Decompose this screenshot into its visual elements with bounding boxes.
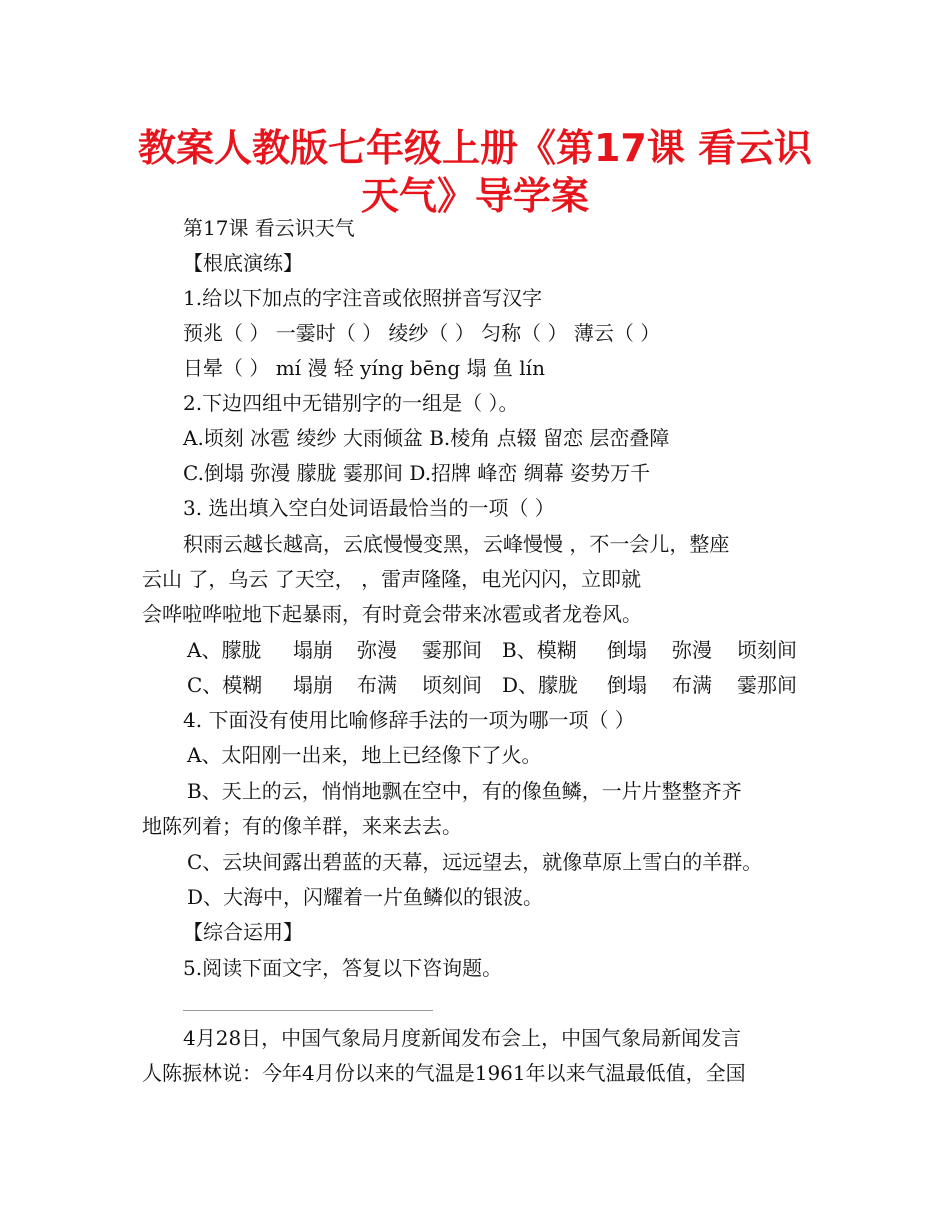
divider-line xyxy=(183,1010,433,1011)
option-cell: 倒塌 xyxy=(607,673,647,697)
document-title-line-1: 教案人教版七年级上册《第17课 看云识 xyxy=(137,126,813,170)
option-cell: 布满 xyxy=(357,673,397,697)
question-3-prompt: 3. 选出填入空白处词语最恰当的一项（ ） xyxy=(183,496,555,520)
option-cell: 弥漫 xyxy=(672,638,712,662)
option-cell: C、模糊 xyxy=(187,673,263,697)
question-4-option-c: C、云块间露出碧蓝的天幕，远远望去，就像草原上雪白的羊群。 xyxy=(187,850,763,874)
question-3-passage-line-2: 云山 了，乌云 了天空， ，雷声隆隆，电光闪闪，立即就 xyxy=(142,567,642,591)
question-4-option-b-line-2: 地陈列着；有的像羊群，来来去去。 xyxy=(142,814,462,838)
option-cell: 霎那间 xyxy=(422,638,482,662)
section-basic-heading: 【根底演练】 xyxy=(183,251,303,275)
question-2-options-row-1: A.顷刻 冰雹 绫纱 大雨倾盆 B.棱角 点辍 留恋 层峦叠障 xyxy=(183,426,670,450)
question-5-passage-line-1: 4月28日，中国气象局月度新闻发布会上，中国气象局新闻发言 xyxy=(183,1026,742,1050)
question-1-prompt: 1.给以下加点的字注音或依照拼音写汉字 xyxy=(183,286,543,310)
option-cell: 布满 xyxy=(672,673,712,697)
lesson-heading: 第17课 看云识天气 xyxy=(183,216,355,240)
question-2-prompt: 2.下边四组中无错别字的一组是（ ）。 xyxy=(183,391,519,415)
question-1-row-1: 预兆（ ） 一霎时（ ） 绫纱（ ） 匀称（ ） 薄云（ ） xyxy=(183,321,661,345)
option-cell: 霎那间 xyxy=(737,673,797,697)
question-4-prompt: 4. 下面没有使用比喻修辞手法的一项为哪一项（ ） xyxy=(183,708,635,732)
question-2-options-row-2: C.倒塌 弥漫 朦胧 霎那间 D.招牌 峰峦 绸幕 姿势万千 xyxy=(183,461,651,485)
option-cell: 顷刻间 xyxy=(737,638,797,662)
question-4-option-b-line-1: B、天上的云，悄悄地飘在空中，有的像鱼鳞，一片片整整齐齐 xyxy=(187,779,742,803)
question-4-option-d: D、大海中，闪耀着一片鱼鳞似的银波。 xyxy=(187,885,544,909)
section-apply-heading: 【综合运用】 xyxy=(183,920,303,944)
question-3-passage-line-1: 积雨云越长越高，云底慢慢变黑，云峰慢慢 ，不一会儿，整座 xyxy=(183,532,730,556)
option-cell: 塌崩 xyxy=(293,673,333,697)
question-3-passage-line-3: 会哗啦哗啦地下起暴雨，有时竟会带来冰雹或者龙卷风。 xyxy=(142,602,642,626)
option-cell: B、模糊 xyxy=(502,638,577,662)
option-cell: D、朦胧 xyxy=(502,673,579,697)
question-5-passage-line-2: 人陈振林说：今年4月份以来的气温是1961年以来气温最低值，全国 xyxy=(142,1061,746,1085)
option-cell: 顷刻间 xyxy=(422,673,482,697)
question-4-option-a: A、太阳刚一出来，地上已经像下了火。 xyxy=(187,743,542,767)
question-5-prompt: 5.阅读下面文字，答复以下咨询题。 xyxy=(183,956,503,980)
question-1-row-2: 日晕（ ） mí 漫 轻 yíng bēng 塌 鱼 lín xyxy=(183,356,545,380)
option-cell: A、朦胧 xyxy=(187,638,262,662)
option-cell: 弥漫 xyxy=(357,638,397,662)
document-title-line-2: 天气》导学案 xyxy=(360,174,589,218)
option-cell: 倒塌 xyxy=(607,638,647,662)
option-cell: 塌崩 xyxy=(293,638,333,662)
